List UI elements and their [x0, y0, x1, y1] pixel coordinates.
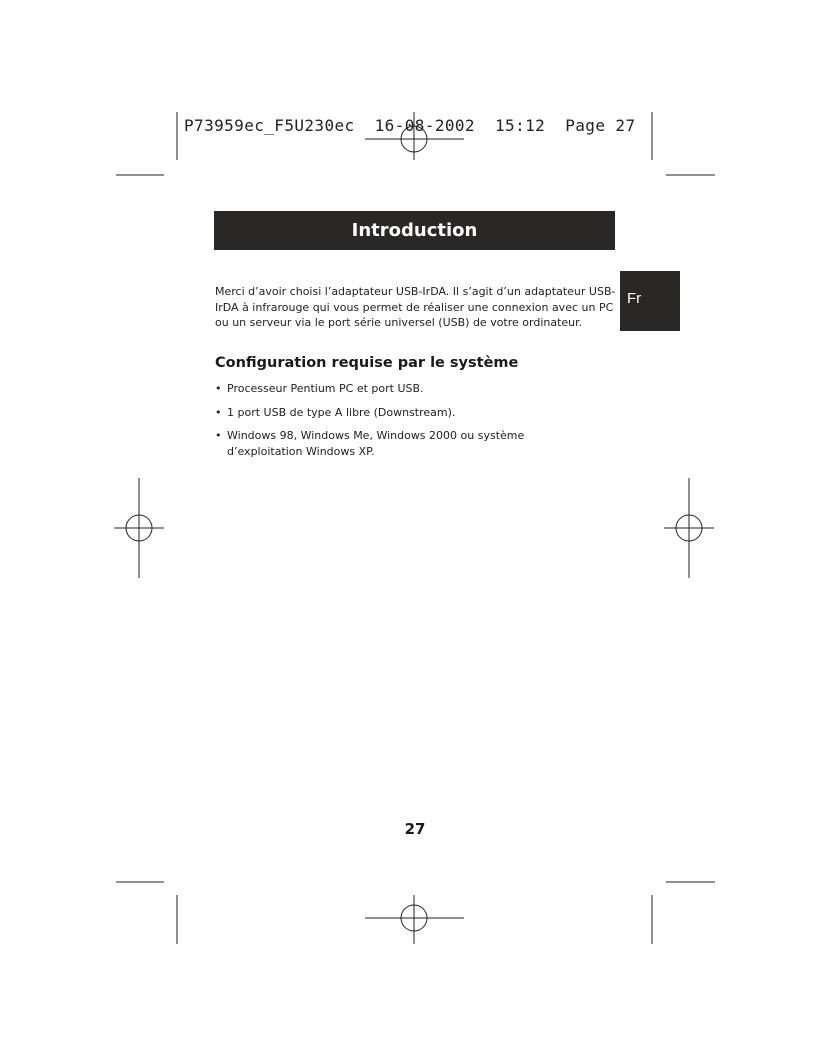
requirements-list [215, 381, 595, 467]
language-tab [620, 271, 680, 331]
list-item-text: Windows 98, Windows Me, Windows 2000 ou système d’exploitation Windows XP. [227, 429, 525, 458]
list-item-text: Processeur Pentium PC et port USB. [227, 382, 424, 395]
page-title: Introduction [351, 220, 478, 241]
registration-mark-left [114, 478, 164, 578]
registration-mark-bottom [365, 895, 464, 944]
bullet-icon: • [215, 382, 222, 395]
printer-slug-line: P73959ec_F5U230ec 16-08-2002 15:12 Page 27 [184, 116, 636, 135]
list-item [215, 381, 595, 397]
registration-mark-right [664, 478, 714, 578]
language-tab-label: Fr [627, 290, 642, 307]
bullet-icon: • [215, 405, 222, 419]
page-number: 27 [404, 820, 426, 838]
list-item [215, 405, 595, 421]
bullet-icon: • [215, 429, 222, 442]
intro-paragraph: Merci d’avoir choisi l’adaptateur USB-IrDA. Il s’agit d’un adaptateur USB-IrDA à infrarouge qui vous permet de réaliser une connexion avec un PC ou un serveur via le port série universel (USB) de votre ordinateur. [215, 285, 616, 329]
title-bar [214, 211, 615, 250]
requirements-heading: Configuration requise par le système [215, 355, 519, 371]
list-item-text: 1 port USB de type A libre (Downstream). [227, 405, 456, 419]
list-item [215, 428, 595, 459]
